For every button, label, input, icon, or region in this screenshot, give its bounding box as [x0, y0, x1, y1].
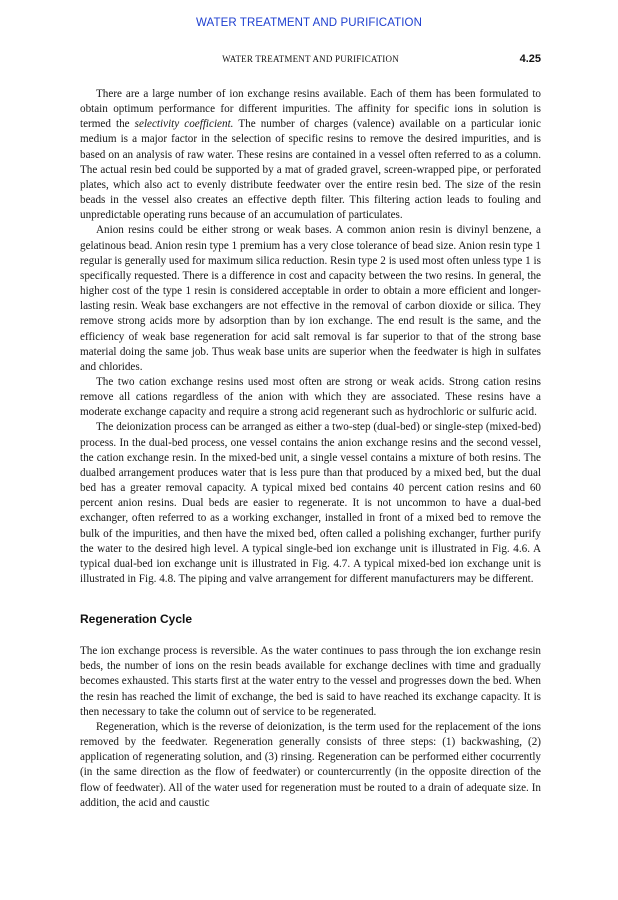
paragraph-deionization: The deionization process can be arranged as either a two-step (dual-bed) or single-step (mixed-bed) process. In the dual-bed process, one vessel contains the anion exchange resins and the second vessel, the cation exchange resin. In the mixed-bed unit, a single vessel contains a mixture of both resins. The dualbed arrangement produces water that is less pure than that produced by a mixed bed, but the dual bed has a greater removal capacity. A typical mixed bed contains 40 percent cation resins and 60 percent anion resins. Dual beds are easier to regenerate. It is not uncommon to have a dual-bed exchanger, often referred to as a working exchanger, installed in front of a mixed bed to remove the bulk of the impurities, and then have the mixed bed, often called a polishing exchanger, further purify the water to the desired high level. A typical single-bed ion exchange unit is illustrated in Fig. 4.6. A typical dual-bed ion exchange unit is illustrated in Fig. 4.7. A typical mixed-bed ion exchange unit is illustrated in Fig. 4.8. The piping and valve arrangement for different manufacturers may be different.: [80, 421, 541, 585]
running-title: WATER TREATMENT AND PURIFICATION: [222, 54, 399, 64]
paragraph-anion-resins: Anion resins could be either strong or weak bases. A common anion resin is divinyl benzene, a gelatinous bead. Anion resin type 1 premium has a very close tolerance of bead size. Anion resin type 1 regular is generally used for maximum silica reduction. Resin type 2 is used most often unless type 1 is specifically requested. There is a difference in cost and capacity between the two resins. In general, the higher cost of the type 1 resin is considered acceptable in order to obtain a more efficient and longer-lasting resin. Weak base exchangers are not effective in the removal of carbon dioxide or silica. They remove strong acids more by adsorption than by ion exchange. The end result is the same, and the efficiency of weak base regeneration for acid salt removal is far superior to that of the strong base material doing the same job. Thus weak base units are superior when the feedwater is high in sulfates and chlorides.: [80, 224, 541, 373]
page-body: [80, 87, 541, 811]
section-heading: Regeneration Cycle: [80, 612, 193, 627]
paragraph-resins: [80, 87, 541, 223]
running-head: [80, 53, 541, 67]
paragraph-regeneration: Regeneration, which is the reverse of deionization, is the term used for the replacement of the ions removed by the feedwater. Regeneration generally consists of three steps: (1) backwashing, (2) application of regenerating solution, and (3) rinsing. Regeneration can be performed either cocurrently (in the same direction as the flow of feedwater) or countercurrently (in the opposite direction of the flow of feedwater). All of the water used for regeneration must be routed to a drain of adequate size. In addition, the acid and caustic: [80, 720, 541, 809]
page-number: 4.25: [519, 53, 541, 65]
book-title-banner: WATER TREATMENT AND PURIFICATION: [196, 17, 422, 29]
paragraph-text: There are a large number of ion exchange resins available. Each of them has been formulated to obtain optimum performance for different impurities. The affinity for specific ions in solution is termed the: [80, 88, 541, 131]
paragraph-reversible: The ion exchange process is reversible. As the water continues to pass through the ion exchange resin beds, the number of ions on the resin beads available for exchange declines with time and gradually becomes exhausted. This starts first at the water entry to the vessel and progresses down the bed. When the resin has reached the limit of exchange, the bed is said to have reached its exchange capacity. It is then necessary to take the column out of service to be regenerated.: [80, 645, 541, 718]
italic-term: selectivity coefficient.: [134, 118, 234, 131]
paragraph-cation-resins: The two cation exchange resins used most often are strong or weak acids. Strong cation resins remove all cations regardless of the anion with which they are associated. These resins have a moderate exchange capacity and require a strong acid regenerant such as hydrochloric or sulfuric acid.: [80, 375, 541, 419]
paragraph-text: The number of charges (valence) available on a particular ionic medium is a major factor in the selection of specific resins to remove the desired impurities, and is based on an analysis of raw water. These resins are contained in a vessel often referred to as a column. The actual resin bed could be supported by a mat of graded gravel, screen-wrapped pipe, or perforated plates, which also act to evenly distribute feedwater over the entire resin bed. The size of the resin beads in the vessel also creates an effective depth filter. This filtering action leads to fouling and unpredictable operating runs because of an accumulation of particulates.: [80, 118, 541, 222]
